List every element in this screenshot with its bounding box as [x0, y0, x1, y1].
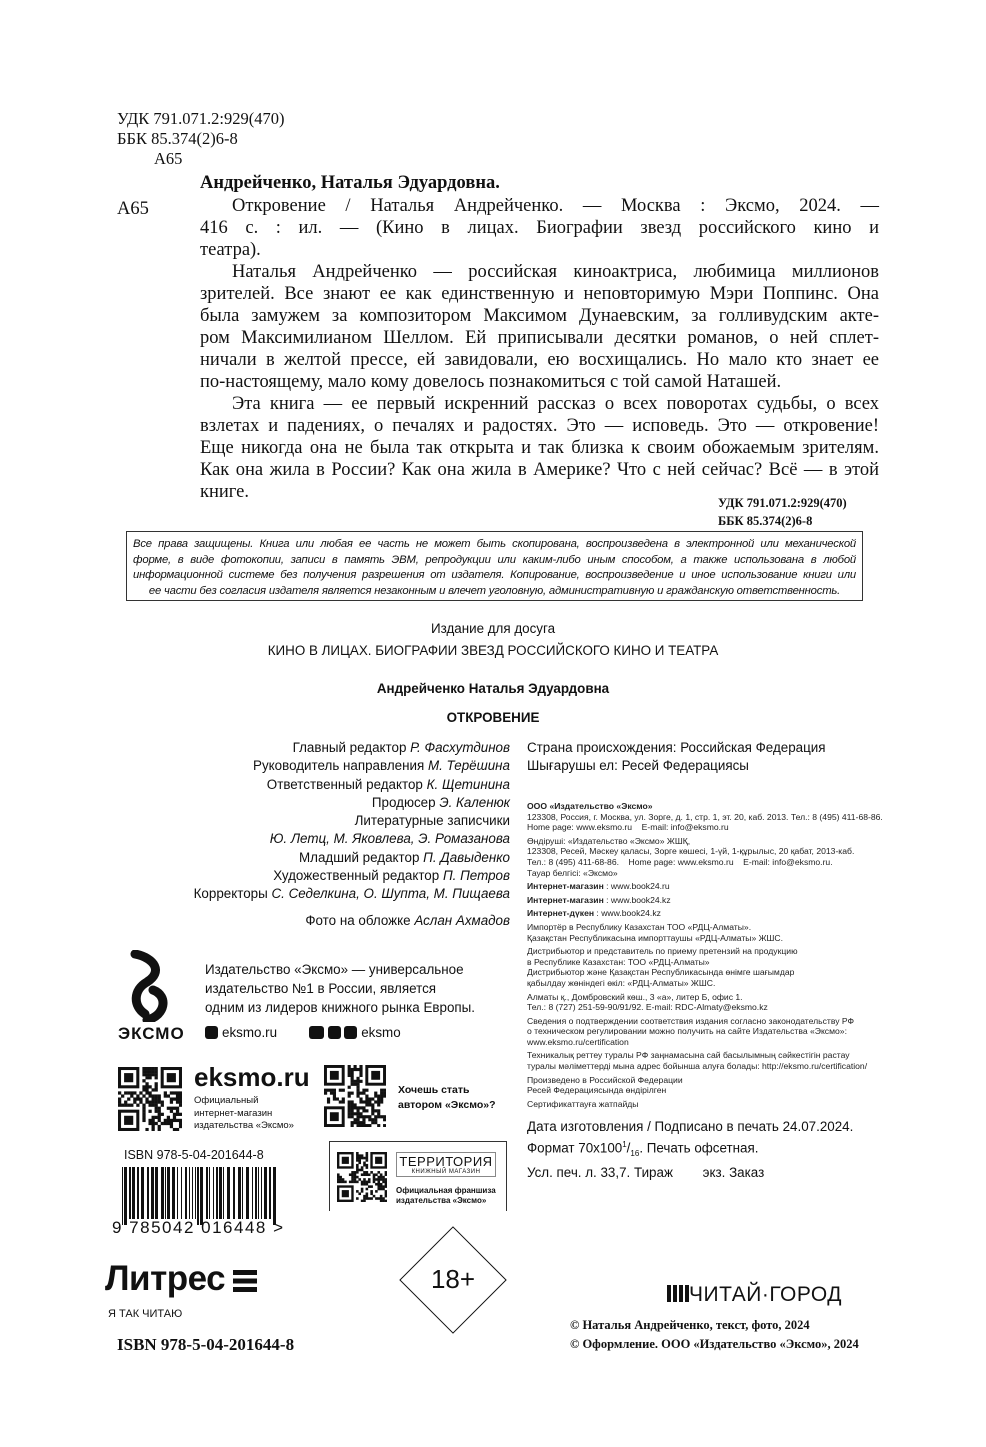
text-line: информационной системе без получения разрешения от издателя. Копирование, воспроизведение и иное использование книги или: [133, 569, 856, 581]
isbn: ISBN 978-5-04-201644-8: [117, 1335, 295, 1354]
text-line: Откровение / Наталья Андрейченко. — Москва : Эксмо, 2024. —: [232, 196, 879, 216]
credit-name: К. Щетинина: [426, 776, 510, 792]
chitai-gorod-logo: ЧИТАЙ·ГОРОД: [667, 1283, 842, 1307]
vk-icon: [309, 1026, 324, 1039]
credit-name: Аслан Ахмадов: [414, 913, 510, 928]
text-line: взлетах и падениях, о печалях и радостях. Это — исповедь. Это — откровение!: [200, 416, 879, 436]
text-line: книге.: [200, 482, 249, 502]
credit-name: М. Терёшина: [427, 758, 510, 774]
text-line: Эта книга — ее первый искренний рассказ о всех поворотах судьбы, о всех: [232, 394, 879, 414]
entry-heading: Андрейченко, Наталья Эдуардовна.: [200, 173, 500, 193]
barcode-digits: 9 785042 016448 >: [112, 1218, 285, 1237]
credit-role: Главный редактор: [292, 740, 407, 755]
credit-line: [194, 812, 510, 830]
text-line: ее части без согласия издателя является незаконным и влечет уголовную, административную и гражданскую ответственность.: [148, 584, 841, 597]
entry-mark: А65: [117, 199, 149, 219]
credit-line: [194, 849, 510, 867]
qr-code-author: [324, 1065, 386, 1127]
credits: [194, 739, 510, 904]
litres-slogan: Я ТАК ЧИТАЮ: [108, 1308, 183, 1320]
edition-type: Издание для досуга: [430, 621, 556, 636]
territory-logo: ТЕРРИТОРИЯ КНИЖНЫЙ МАГАЗИН: [396, 1152, 496, 1177]
credit-role: Ответственный редактор: [266, 776, 423, 792]
text-line: театра).: [200, 240, 261, 260]
text-line: Наталья Андрейченко — российская киноактриса, любимица миллионов: [232, 262, 879, 282]
print-format: Формат $70x100^1/_{16}$. Печать офсетная.: [527, 1140, 759, 1159]
credit-line: [194, 867, 510, 885]
credit-line: [194, 739, 510, 757]
origin-ru: Страна происхождения: Российская Федерация: [527, 740, 826, 755]
eksmo-site-link[interactable]: eksmo.ru: [205, 1025, 277, 1040]
author-mark: А65: [154, 149, 183, 168]
bbk: ББК 85.374(2)6-8: [718, 514, 813, 528]
eksmo-shop-site: eksmo.ru: [194, 1062, 310, 1092]
text-line: Как она жила в России? Как она жила в Америке? Что с ней сейчас? Всё — в этой: [200, 460, 879, 480]
eksmo-logo-icon: [125, 950, 175, 1022]
credit-name: Р. Фасхутдинов: [410, 740, 510, 755]
eksmo-social-link[interactable]: eksmo: [309, 1025, 401, 1040]
ok-icon: [328, 1026, 341, 1039]
author: Андрейченко Наталья Эдуардовна: [376, 681, 610, 696]
text-line: ром Максимилианом Шеллом. Ей приписывали десятки романов, о ней сплет-: [200, 328, 879, 348]
origin-kz: Шығарушы ел: Ресей Федерациясы: [527, 758, 749, 774]
credit-role: Продюсер: [371, 794, 436, 810]
chitai-gorod-mark-icon: [667, 1285, 689, 1302]
text-line: Все права защищены. Книга или любая ее часть не может быть скопирована, воспроизведена в электронной или механической: [133, 538, 856, 550]
credit-role: Литературные записчики: [354, 813, 510, 829]
entry-body: [200, 195, 879, 503]
credit-line: [194, 776, 510, 794]
credit-role: Руководитель направления: [253, 758, 425, 774]
credit-line: [194, 757, 510, 775]
text-line: была замужем за композитором Максимом Дунаевским, за голливудским акте-: [200, 306, 879, 326]
udk: УДК 791.071.2:929(470): [718, 496, 847, 510]
credit-role: Младший редактор: [299, 849, 420, 865]
cover-photo: [305, 913, 510, 928]
eksmo-shop-desc: Официальный интернет-магазин издательства «Эксмо»: [194, 1095, 294, 1131]
series: КИНО В ЛИЦАХ. БИОГРАФИИ ЗВЕЗД РОССИЙСКОГО КИНО И ТЕАТРА: [267, 643, 719, 658]
credit-role: Художественный редактор: [273, 868, 440, 884]
credit-name: С. Седелкина, О. Шупта, М. Пищаева: [271, 886, 510, 902]
text-line: 416 с. : ил. — (Кино в лицах. Биографии звезд российского кино и: [200, 218, 879, 238]
credit-line: [194, 794, 510, 812]
credit-line: [194, 830, 510, 848]
eksmo-logo-text: ЭКСМО: [118, 1024, 185, 1043]
barcode: [120, 1167, 280, 1225]
age-rating: 18+: [430, 1264, 476, 1294]
copyright: © Наталья Андрейченко, текст, фото, 2024 © Оформление. ООО «Издательство «Эксмо», 2024: [570, 1318, 859, 1351]
rights-notice: [126, 531, 863, 601]
globe-icon: [205, 1026, 218, 1039]
credit-name: Э. Каленюк: [439, 794, 510, 810]
print-run: Усл. печ. л. 33,7. Тираж экз. Заказ: [527, 1164, 765, 1180]
menu-lines-icon: [233, 1270, 257, 1292]
udk: УДК 791.071.2:929(470): [117, 109, 285, 128]
eksmo-about: Издательство «Эксмо» — универсальное издательство №1 в России, является одним из лидеров книжного рынка Европы.: [205, 962, 476, 1015]
origin: [527, 739, 826, 776]
credit-name: Ю. Летц, М. Яковлева, Э. Ромазанова: [269, 831, 510, 847]
text-line: по-настоящему, мало кому довелось познакомиться с той самой Наташей.: [200, 372, 782, 392]
author-cta: Хочешь стать автором «Эксмо»?: [398, 1084, 496, 1111]
telegram-icon: [344, 1026, 357, 1039]
credit-line: [194, 885, 510, 903]
title: ОТКРОВЕНИЕ: [446, 710, 540, 725]
isbn-barcode-label: ISBN 978-5-04-201644-8: [124, 1148, 264, 1162]
qr-code-territory: [337, 1152, 387, 1202]
publisher-info: ООО «Издательство «Эксмо» 123308, Россия, г. Москва, ул. Зорге, д. 1, стр. 1, эт. 20, каб. 2013. Тел.: 8 (495) 411-68-86. Home page: www.eksmo.ru E-mail: info@eksmo.ru Өндіруші: «Издательство «Эксмо» ЖШҚ, 123308, Ресей, Мәскеу қаласы, Зорге көшесі, 1-үй, 1-құрылыс, 20 қабат, 2013-каб. Тел.: 8 (495) 411-68-86. Home page: www.eksmo.ru E-mail: info@eksmo.ru. Тауар белгісі: «Эксмо» Интернет-магазин : www.book24.ru Интернет-магазин : www.book24.kz Интернет-дүкен : www.book24.kz Импортёр в Республику Казахстан ТОО «РДЦ-Алматы». Қазақстан Республикасына импорттаушы «РДЦ-Алматы» ЖШС. Дистрибьютор и представитель по приему претензий на продукцию в Республике Казахстан: ТОО «РДЦ-Алматы» Дистрибьютор және Қазақстан Республикасында өнімге шағымдар қабылдау жөніндегі өкіл: «РДЦ-Алматы» ЖШС. Алматы қ., Домбровский көш., 3 «а», литер Б, офис 1. Тел.: 8 (727) 251-59-90/91/92. E-mail: RDC-Almaty@eksmo.kz Сведения о подтверждении соответствия издания согласно законодательству РФ о техническом регулировании можно получить на сайте Издательства «Эксмо»: www.eksmo.ru/certification Техникалық реттеу туралы РФ заңнамасына сай басылымның сәйкестігін растау туралы мәліметтерді мына адрес бойынша алуға болады: http://eksmo.ru/certification/ Произведено в Российской Федерации Ресей Федерациясында өндірілген Сертификаттауға жатпайды: [527, 801, 883, 1109]
credit-name: П. Петров: [442, 868, 510, 884]
text-line: ничали в желтой прессе, ей завидовали, ею восхищались. Но мало кто знает ее: [200, 350, 879, 370]
entry-classification: [718, 494, 847, 530]
print-date: Дата изготовления / Подписано в печать 24.07.2024.: [527, 1119, 854, 1134]
credit-role: Корректоры: [193, 886, 268, 902]
franchise-text: Официальная франшиза издательства «Эксмо»: [396, 1186, 496, 1205]
text-line: форме, в виде фотокопии, записи в память ЭВМ, репродукции или каким-либо иным способом, а также использована в любой: [133, 553, 856, 566]
bbk: ББК 85.374(2)6-8: [117, 129, 238, 148]
litres-logo: Литрес: [105, 1259, 257, 1299]
credit-role: Фото на обложке: [305, 913, 411, 928]
text-line: Еще никогда она не была так открыта и так близка к своим обожаемым зрителям.: [200, 438, 879, 458]
credit-name: П. Давыденко: [423, 849, 510, 865]
qr-code-eksmo-shop: [118, 1067, 182, 1131]
classification: [117, 109, 284, 169]
text-line: зрителей. Все знают ее как единственную и неповторимую Мэри Поппинс. Она: [200, 284, 879, 304]
print-info: [527, 1118, 853, 1182]
